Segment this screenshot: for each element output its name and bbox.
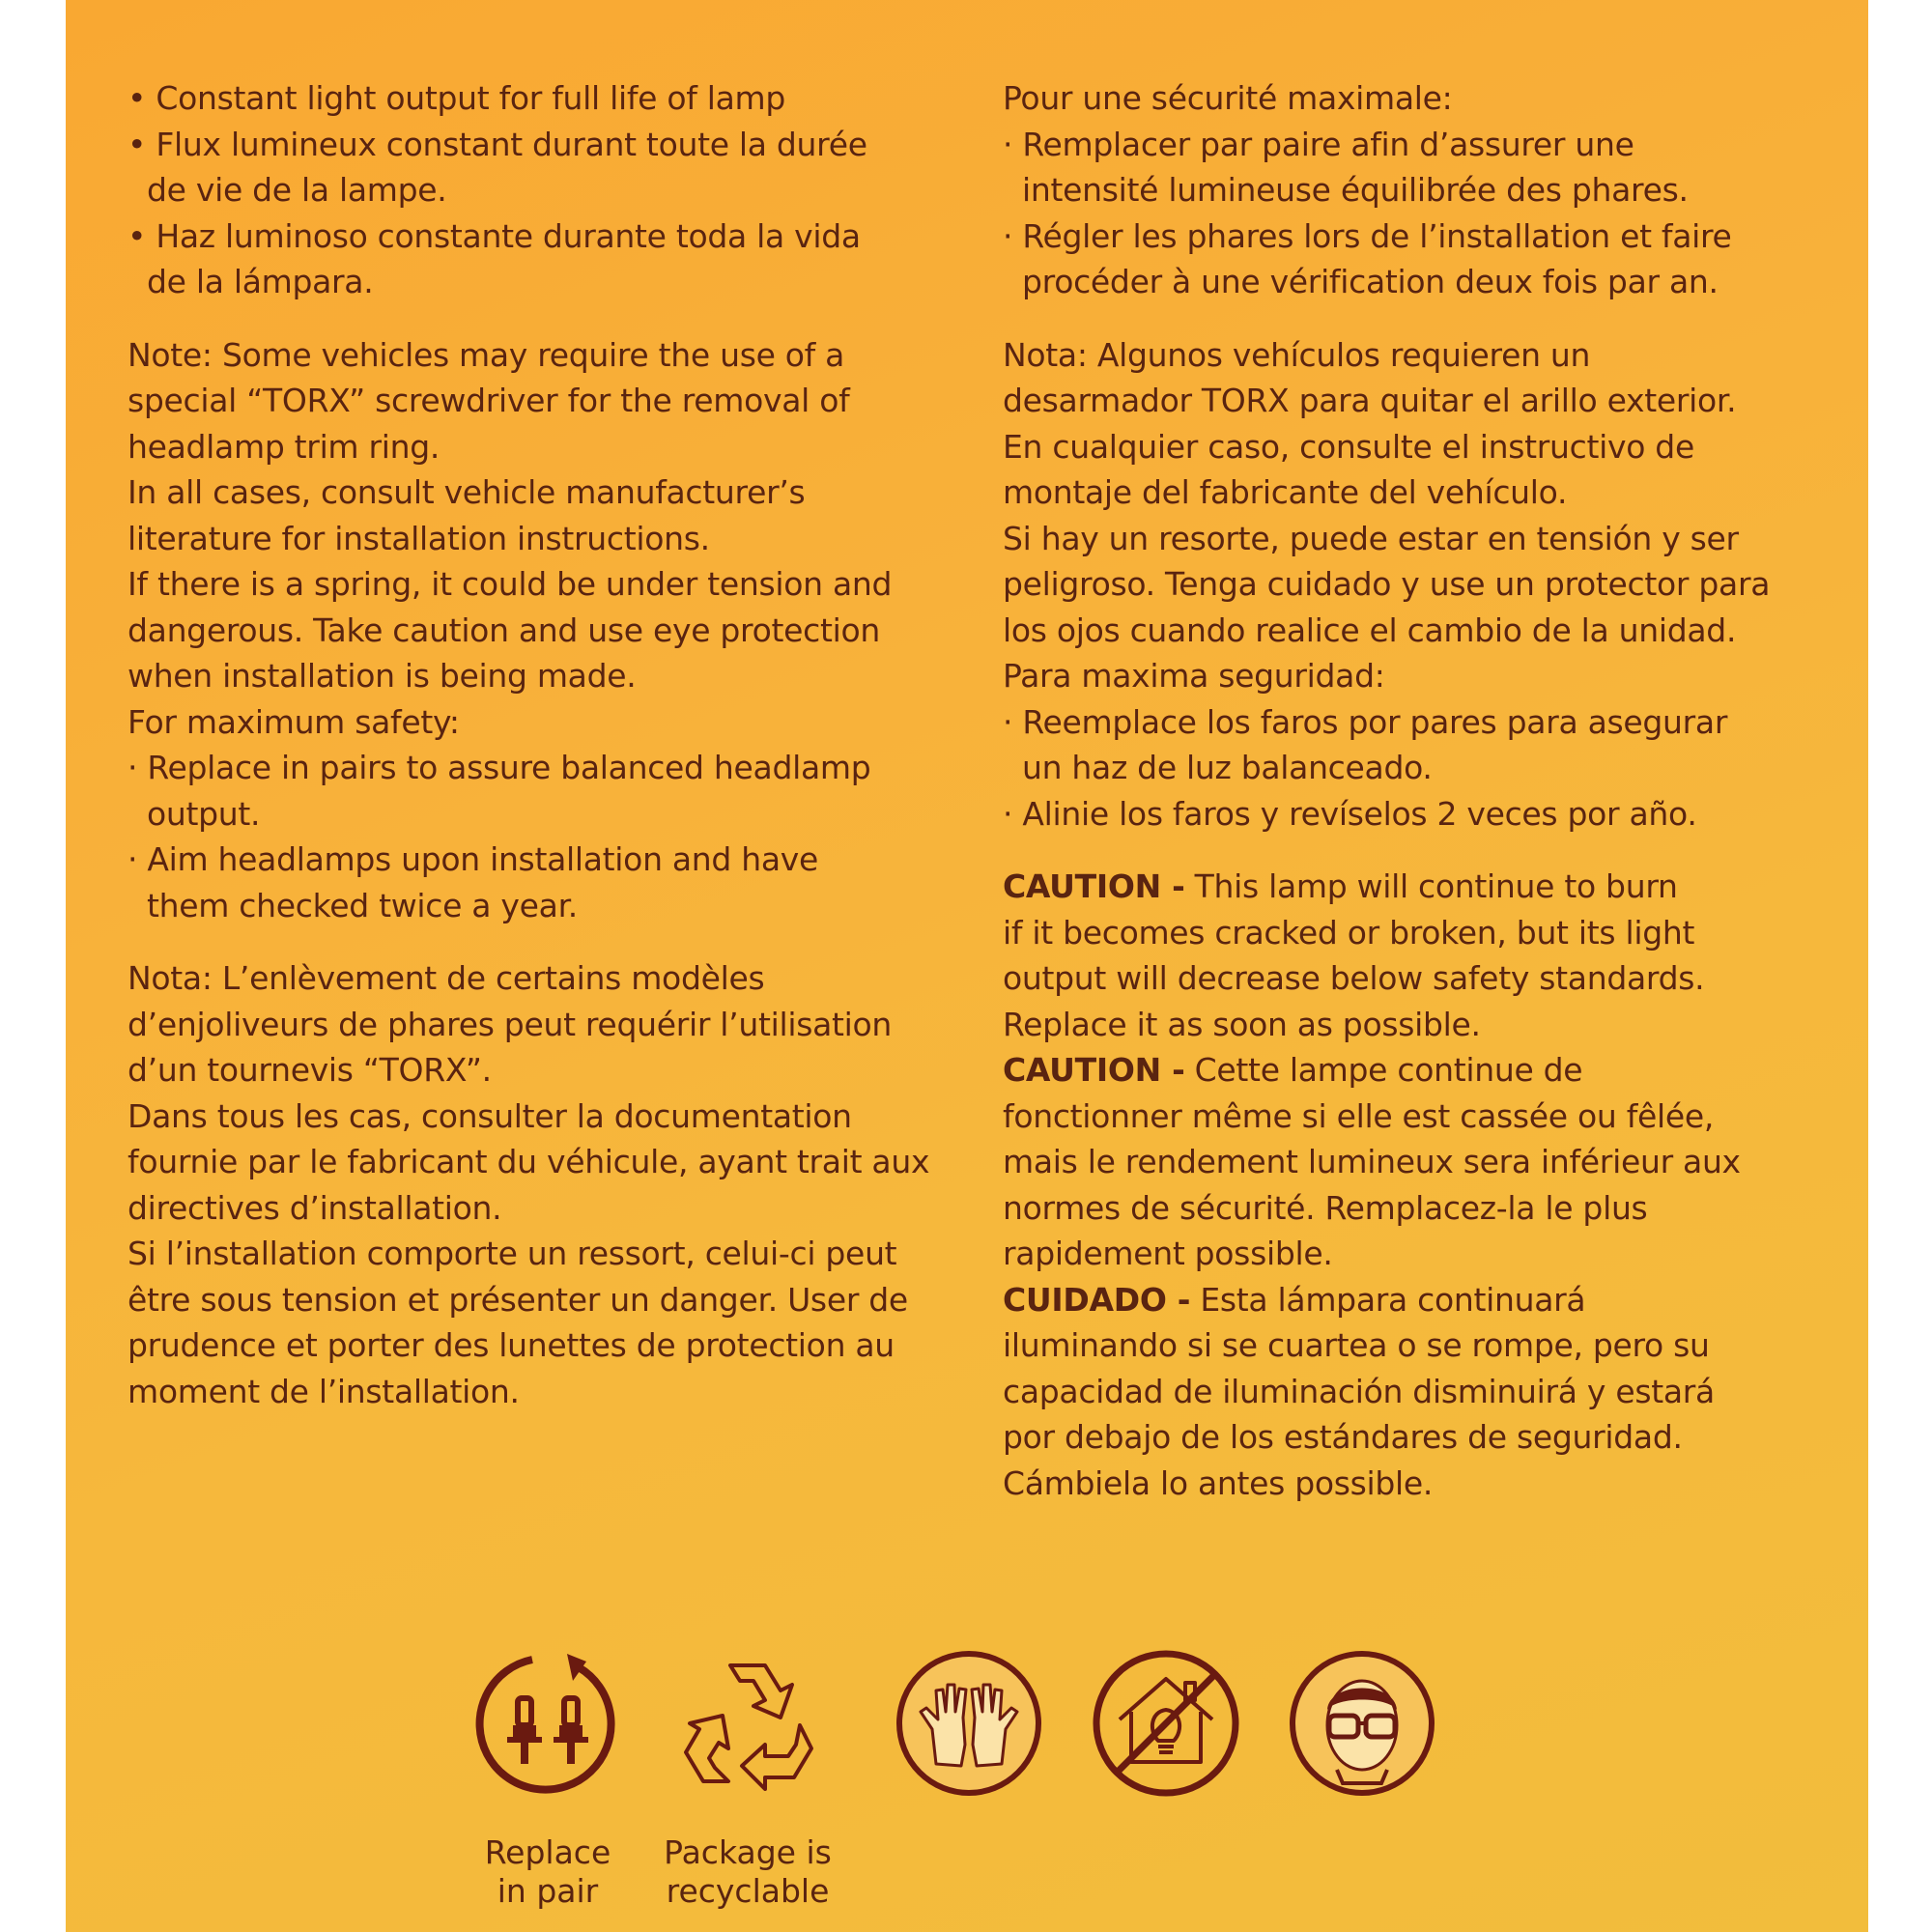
note-fr-first-line (128, 955, 949, 1002)
replace-in-pair-icon (472, 1648, 623, 1799)
note-fr-line: Dans tous les cas, consulter la documentation (128, 1096, 852, 1135)
package-panel (66, 0, 1868, 1932)
bullet-line: • Constant light output for full life of lamp (128, 79, 786, 117)
caution-en-label: CAUTION - (1003, 867, 1185, 905)
note-es-line: los ojos cuando realice el cambio de la unidad. (1003, 611, 1737, 649)
note-fr-line: fournie par le fabricant du véhicule, ayant trait aux (128, 1143, 930, 1180)
caution-es-line: iluminando si se cuartea o se rompe, pero su (1003, 1326, 1710, 1364)
note-fr-line: Si l’installation comporte un ressort, celui-ci peut (128, 1235, 897, 1272)
note-en-label: Note: (128, 335, 213, 374)
note-es-line: Si hay un resorte, puede estar en tensión y ser (1003, 519, 1739, 557)
note-en-line: dangerous. Take caution and use eye protection (128, 611, 880, 649)
caution-es-label: CUIDADO - (1003, 1280, 1191, 1319)
note-fr-label: Nota: (128, 959, 213, 997)
note-en-line: them checked twice a year. (147, 886, 578, 924)
note-en-line: · Aim headlamps upon installation and have (128, 840, 819, 878)
note-en-line: If there is a spring, it could be under tension and (128, 565, 893, 603)
note-es-line: Para maxima seguridad: (1003, 657, 1385, 695)
replace-in-pair-caption (441, 1833, 654, 1911)
bullet-line: de la lámpara. (147, 263, 374, 300)
note-es-line: · Alinie los faros y revíselos 2 veces por año. (1003, 794, 1697, 833)
bullet-line: de vie de la lampe. (147, 171, 447, 209)
caution-fr-first-line (1003, 1047, 1843, 1094)
note-en-line: In all cases, consult vehicle manufacturer’s (128, 473, 806, 511)
recycle-caption (641, 1833, 854, 1911)
caution-es-line: por debajo de los estándares de seguridad. (1003, 1418, 1683, 1456)
caption-line: in pair (497, 1872, 599, 1910)
note-fr-line: directives d’installation. (128, 1188, 502, 1227)
note-en-line: headlamp trim ring. (128, 427, 440, 466)
fr-safety-line: procéder à une vérification deux fois par an. (1022, 263, 1719, 300)
caption-line: recyclable (666, 1872, 830, 1910)
left-column (128, 75, 949, 1414)
note-fr-line: d’un tournevis “TORX”. (128, 1051, 492, 1089)
caption-line: Package is (664, 1833, 832, 1871)
note-en-line: literature for installation instructions. (128, 519, 710, 557)
fr-safety-line: · Régler les phares lors de l’installation et faire (1003, 216, 1732, 255)
caution-en-line: output will decrease below safety standards. (1003, 959, 1705, 997)
fr-safety-line: intensité lumineuse équilibrée des phares. (1022, 171, 1689, 209)
note-es-line: un haz de luz balanceado. (1022, 749, 1433, 786)
spacer (128, 305, 949, 332)
note-fr-line: moment de l’installation. (128, 1372, 520, 1410)
bullet-line: • Flux lumineux constant durant toute la durée (128, 125, 867, 163)
note-fr-line: prudence et porter des lunettes de protection au (128, 1326, 895, 1364)
caution-en-first: This lamp will continue to burn (1184, 867, 1678, 905)
note-es-line: montaje del fabricante del vehículo. (1003, 473, 1568, 511)
bullet-line: • Haz luminoso constante durante toda la vida (128, 216, 861, 255)
caution-en-first-line (1003, 864, 1843, 910)
note-es-line: · Reemplace los faros por pares para asegurar (1003, 702, 1728, 741)
note-es-line: peligroso. Tenga cuidado y use un protector para (1003, 565, 1771, 603)
note-es-first: Algunos vehículos requieren un (1087, 335, 1591, 374)
spacer (1003, 305, 1843, 332)
note-en-line: output. (147, 794, 261, 833)
fr-safety-line: · Remplacer par paire afin d’assurer une (1003, 125, 1634, 163)
caution-es-line: Cámbiela lo antes possible. (1003, 1463, 1434, 1502)
caption-line: Replace (484, 1833, 611, 1871)
note-en-line: For maximum safety: (128, 702, 460, 741)
caution-fr-line: rapidement possible. (1003, 1235, 1333, 1272)
recycle-icon (672, 1648, 823, 1799)
icon-row (66, 1648, 1868, 1910)
spacer (1003, 837, 1843, 864)
caution-es-first: Esta lámpara continuará (1190, 1280, 1586, 1319)
caution-en-line: if it becomes cracked or broken, but its light (1003, 913, 1695, 952)
right-column (1003, 75, 1843, 1506)
note-en-first: Some vehicles may require the use of a (212, 335, 845, 374)
note-en-first-line (128, 332, 949, 379)
note-es-line: desarmador TORX para quitar el arillo exterior. (1003, 382, 1737, 419)
caution-fr-line: fonctionner même si elle est cassée ou fêlée, (1003, 1096, 1715, 1135)
note-en-line: when installation is being made. (128, 657, 637, 695)
fr-safety-heading: Pour une sécurité maximale: (1003, 79, 1453, 117)
caution-fr-first: Cette lampe continue de (1184, 1051, 1583, 1089)
caution-fr-line: mais le rendement lumineux sera inférieur aux (1003, 1143, 1741, 1180)
caution-en-line: Replace it as soon as possible. (1003, 1005, 1481, 1043)
note-fr-line: être sous tension et présenter un danger. User de (128, 1280, 908, 1319)
gloves-icon (894, 1648, 1044, 1799)
note-es-line: En cualquier caso, consulte el instructivo de (1003, 427, 1694, 466)
note-en-line: · Replace in pairs to assure balanced headlamp (128, 749, 871, 786)
note-fr-line: d’enjoliveurs de phares peut requérir l’utilisation (128, 1005, 893, 1043)
note-en-line: special “TORX” screwdriver for the removal of (128, 382, 850, 419)
note-es-label: Nota: (1003, 335, 1088, 374)
safety-goggles-icon (1287, 1648, 1437, 1799)
no-household-use-icon (1091, 1648, 1241, 1799)
caution-fr-line: normes de sécurité. Remplacez-la le plus (1003, 1188, 1648, 1227)
spacer (128, 928, 949, 955)
caution-es-first-line (1003, 1277, 1843, 1323)
caution-fr-label: CAUTION - (1003, 1051, 1185, 1089)
note-fr-first: L’enlèvement de certains modèles (212, 959, 765, 997)
note-es-first-line (1003, 332, 1843, 379)
caution-es-line: capacidad de iluminación disminuirá y estará (1003, 1372, 1715, 1410)
